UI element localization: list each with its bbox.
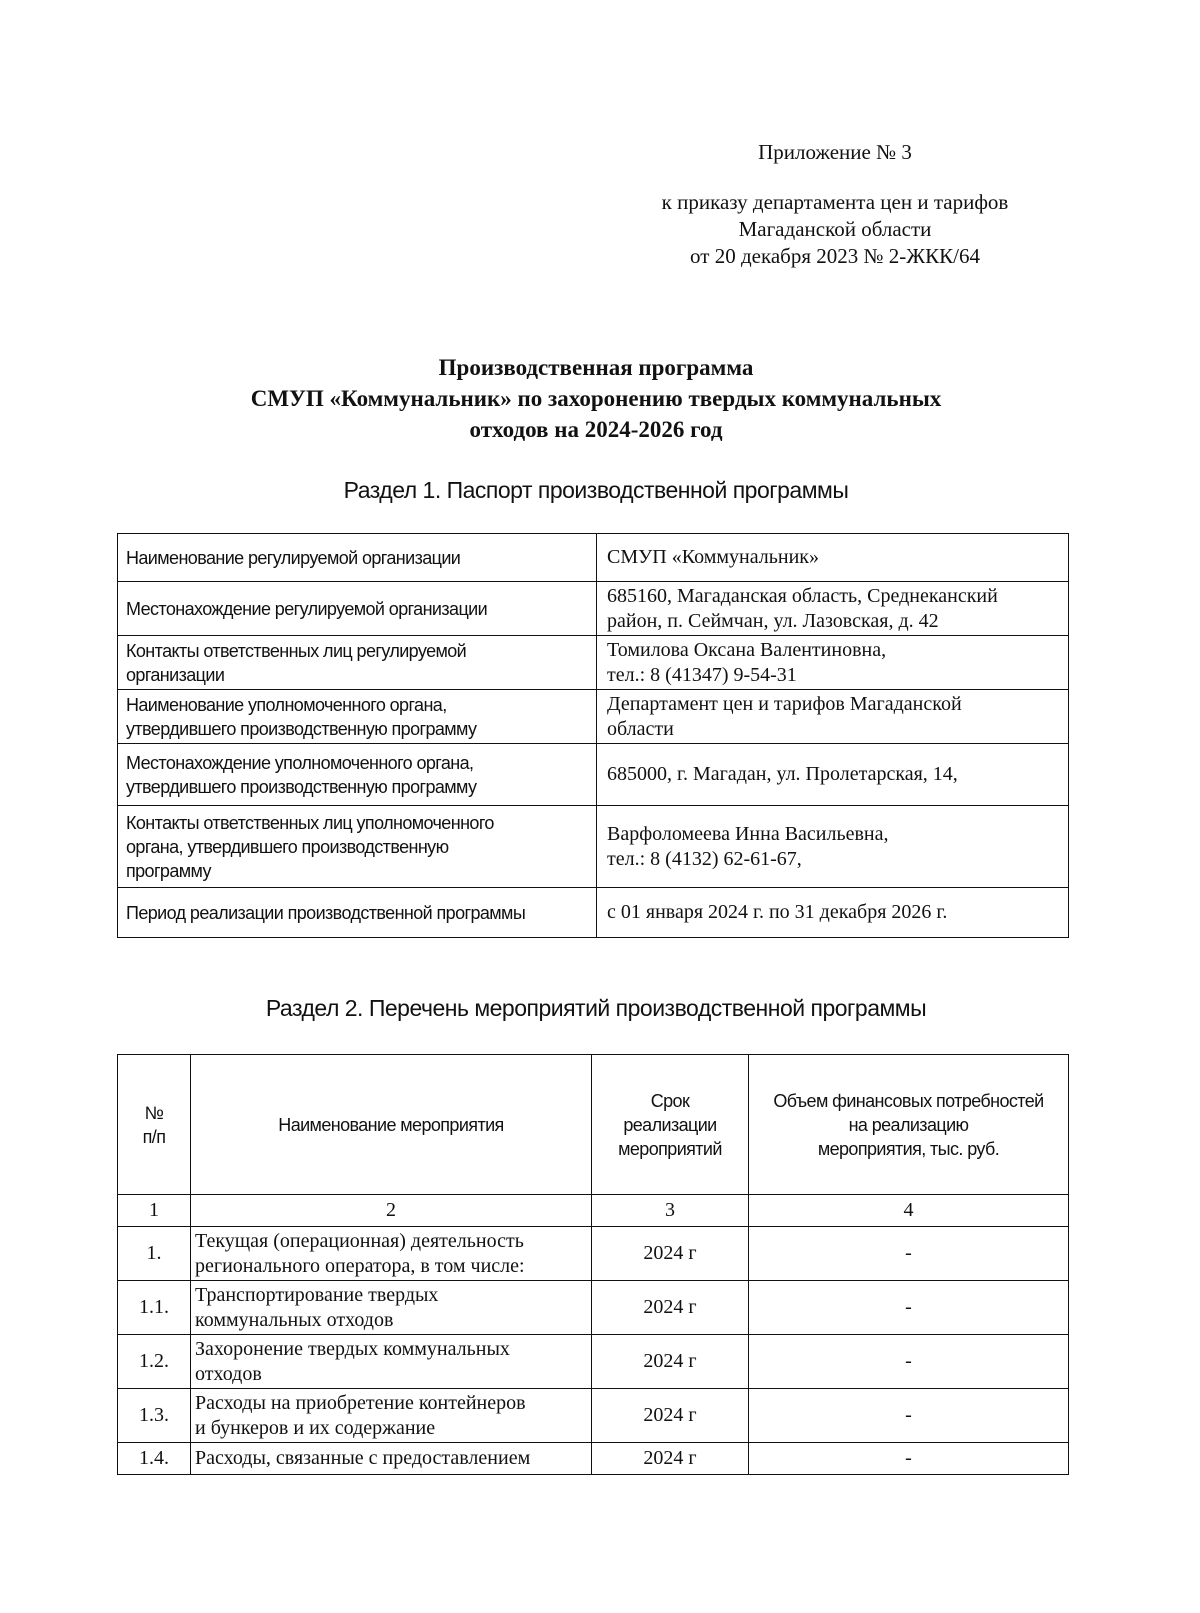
appendix-order [600, 189, 1070, 270]
row-term: 2024 г [592, 1227, 749, 1281]
program-title-line: Производственная программа [438, 355, 754, 380]
passport-label: Контакты ответственных лиц уполномоченного органа, утвердившего производственную программу [118, 806, 597, 888]
row-name: Текущая (операционная) деятельность регионального оператора, в том числе: [191, 1227, 592, 1281]
row-number: 1. [118, 1227, 191, 1281]
section1-heading: Раздел 1. Паспорт производственной программы [343, 477, 849, 503]
passport-value: Варфоломеева Инна Васильевна, тел.: 8 (4132) 62-61-67, [597, 806, 1069, 888]
row-name: Транспортирование твердых коммунальных отходов [191, 1281, 592, 1335]
passport-label: Наименование уполномоченного органа, утвердившего производственную программу [118, 690, 597, 744]
passport-row [118, 534, 1069, 582]
events-table [117, 1054, 1069, 1475]
column-number: 1 [118, 1195, 191, 1227]
passport-value: 685160, Магаданская область, Среднеканский район, п. Сеймчан, ул. Лазовская, д. 42 [597, 582, 1069, 636]
table-row [118, 1443, 1069, 1475]
header-name: Наименование мероприятия [191, 1055, 592, 1195]
column-number: 2 [191, 1195, 592, 1227]
passport-label: Местонахождение уполномоченного органа, утвердившего производственную программу [118, 744, 597, 806]
section2-heading: Раздел 2. Перечень мероприятий производственной программы [265, 995, 927, 1021]
program-title [120, 352, 1072, 445]
row-term: 2024 г [592, 1335, 749, 1389]
order-line: Магаданской области [738, 217, 932, 241]
passport-row [118, 690, 1069, 744]
column-number: 3 [592, 1195, 749, 1227]
program-title-line: отходов на 2024-2026 год [469, 417, 723, 442]
table-row [118, 1389, 1069, 1443]
passport-value: с 01 января 2024 г. по 31 декабря 2026 г. [597, 888, 1069, 938]
header-number: № п/п [118, 1055, 191, 1195]
passport-row [118, 744, 1069, 806]
row-amount: - [749, 1281, 1069, 1335]
order-line: к приказу департамента цен и тарифов [661, 190, 1009, 214]
row-term: 2024 г [592, 1281, 749, 1335]
passport-value: 685000, г. Магадан, ул. Пролетарская, 14, [597, 744, 1069, 806]
row-term: 2024 г [592, 1389, 749, 1443]
row-number: 1.2. [118, 1335, 191, 1389]
passport-value: Томилова Оксана Валентиновна, тел.: 8 (41347) 9-54-31 [597, 636, 1069, 690]
row-name: Расходы на приобретение контейнеров и бункеров и их содержание [191, 1389, 592, 1443]
row-number: 1.1. [118, 1281, 191, 1335]
row-name: Расходы, связанные с предоставлением [191, 1443, 592, 1475]
passport-row [118, 888, 1069, 938]
column-number: 4 [749, 1195, 1069, 1227]
column-number-row [118, 1195, 1069, 1227]
row-amount: - [749, 1443, 1069, 1475]
row-amount: - [749, 1227, 1069, 1281]
header-amount: Объем финансовых потребностей на реализацию мероприятия, тыс. руб. [749, 1055, 1069, 1195]
passport-row [118, 806, 1069, 888]
row-amount: - [749, 1335, 1069, 1389]
table-row [118, 1281, 1069, 1335]
appendix-title: Приложение № 3 [758, 140, 912, 164]
order-line: от 20 декабря 2023 № 2-ЖКК/64 [690, 244, 980, 268]
row-amount: - [749, 1389, 1069, 1443]
program-title-line: СМУП «Коммунальник» по захоронению твердых коммунальных [250, 386, 942, 411]
passport-value: СМУП «Коммунальник» [597, 534, 1069, 582]
passport-table [117, 533, 1069, 938]
passport-row [118, 582, 1069, 636]
events-header-row [118, 1055, 1069, 1195]
row-name: Захоронение твердых коммунальных отходов [191, 1335, 592, 1389]
passport-label: Контакты ответственных лиц регулируемой организации [118, 636, 597, 690]
passport-row [118, 636, 1069, 690]
row-number: 1.4. [118, 1443, 191, 1475]
header-term: Срок реализации мероприятий [592, 1055, 749, 1195]
table-row [118, 1335, 1069, 1389]
appendix-block [600, 140, 1070, 270]
row-term: 2024 г [592, 1443, 749, 1475]
passport-label: Наименование регулируемой организации [118, 534, 597, 582]
passport-value: Департамент цен и тарифов Магаданской области [597, 690, 1069, 744]
passport-label: Период реализации производственной программы [118, 888, 597, 938]
passport-label: Местонахождение регулируемой организации [118, 582, 597, 636]
row-number: 1.3. [118, 1389, 191, 1443]
table-row [118, 1227, 1069, 1281]
